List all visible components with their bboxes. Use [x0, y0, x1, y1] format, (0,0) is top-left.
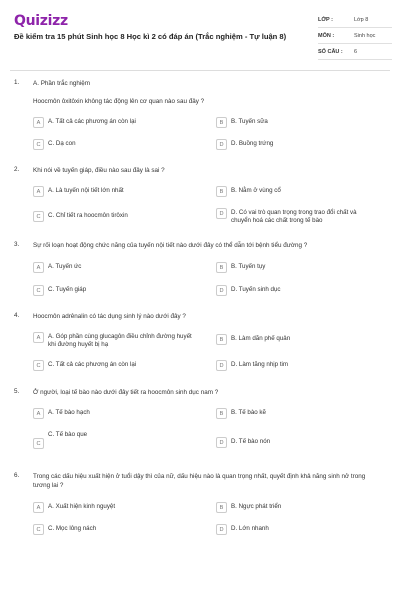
option-text: A. Tất cả các phương án còn lại — [48, 118, 136, 125]
option-text: C. Tế bào que — [48, 431, 88, 438]
option-b[interactable] — [216, 502, 376, 513]
option-d[interactable] — [216, 360, 376, 371]
meta-row-count — [318, 44, 392, 60]
option-letter-box: A — [33, 117, 44, 128]
option-a[interactable] — [33, 502, 193, 513]
option-letter-box: C — [33, 360, 44, 371]
option-b[interactable] — [216, 334, 376, 345]
meta-value: Sinh học — [354, 32, 376, 39]
question-text: Sự rối loạn hoạt động chức năng của tuyến nội tiết nào dưới đây có thể dẫn tới bệnh tiểu đường ? — [33, 242, 308, 249]
option-text: A. Xuất hiện kinh nguyệt — [48, 503, 116, 510]
section-label: A. Phần trắc nghiệm — [33, 80, 91, 87]
question-number: 4. — [14, 312, 20, 319]
meta-label: MÔN : — [318, 32, 335, 39]
option-d[interactable] — [216, 208, 376, 225]
question-text: Ở người, loại tế bào nào dưới đây tiết ra hoocmôn sinh dục nam ? — [33, 389, 219, 396]
meta-label: SỐ CÂU : — [318, 48, 343, 55]
option-text: B. Tuyến sữa — [231, 118, 268, 125]
option-text: A. Tuyến ức — [48, 263, 82, 270]
option-text: B. Làm dãn phế quản — [231, 335, 291, 342]
question-text: Hoocmôn ôxitôxin không tác động lên cơ quan nào sau đây ? — [33, 98, 205, 105]
meta-label: LỚP : — [318, 16, 333, 23]
question-number: 2. — [14, 166, 20, 173]
option-letter-box: C — [33, 285, 44, 296]
option-letter-box: C — [33, 438, 44, 449]
option-d[interactable] — [216, 139, 376, 150]
option-letter-box: B — [216, 117, 227, 128]
option-text: C. Tất cả các phương án còn lại — [48, 361, 137, 368]
option-letter-box: D — [216, 437, 227, 448]
option-text: B. Tuyến tụy — [231, 263, 266, 270]
question-number: 3. — [14, 241, 20, 248]
option-c[interactable] — [33, 139, 193, 150]
option-b[interactable] — [216, 262, 376, 273]
option-letter-box: C — [33, 211, 44, 222]
option-text: A. Tế bào hạch — [48, 409, 90, 416]
option-a[interactable] — [33, 332, 193, 349]
option-text: C. Tuyến giáp — [48, 286, 87, 293]
meta-row-class — [318, 12, 392, 28]
question-number: 6. — [14, 472, 20, 479]
option-d[interactable] — [216, 285, 376, 296]
meta-row-subject — [318, 28, 392, 44]
option-letter-box: D — [216, 524, 227, 535]
option-letter-box: A — [33, 502, 44, 513]
option-c[interactable] — [33, 211, 193, 222]
option-a[interactable] — [33, 117, 193, 128]
option-letter-box: A — [33, 332, 44, 343]
option-text: D. Tế bào nón — [231, 438, 271, 445]
option-text: A. Là tuyến nội tiết lớn nhất — [48, 187, 124, 194]
question-text: Khi nói về tuyến giáp, điều nào sau đây là sai ? — [33, 167, 165, 174]
option-text: C. Chỉ tiết ra hoocmôn tirôxin — [48, 212, 128, 219]
option-letter-box: A — [33, 262, 44, 273]
option-text: A. Góp phần cùng glucagôn điều chỉnh đường huyết khi đường huyết bị hạ — [48, 333, 192, 348]
option-d[interactable] — [216, 437, 376, 448]
option-b[interactable] — [216, 408, 376, 419]
option-text: D. Có vai trò quan trọng trong trao đổi chất và chuyển hoá các chất trong tế bào — [231, 209, 357, 224]
option-a[interactable] — [33, 262, 193, 273]
option-text: D. Làm tăng nhịp tim — [231, 361, 289, 368]
option-letter-box: B — [216, 502, 227, 513]
option-text: C. Mọc lông nách — [48, 525, 97, 532]
question-number: 5. — [14, 388, 20, 395]
option-c[interactable] — [33, 430, 193, 449]
option-text: B. Nằm ở vùng cổ — [231, 187, 281, 194]
worksheet-header — [0, 0, 400, 70]
option-d[interactable] — [216, 524, 376, 535]
option-letter-box: D — [216, 285, 227, 296]
option-a[interactable] — [33, 408, 193, 419]
meta-value: Lớp 8 — [354, 16, 369, 23]
option-letter-box: A — [33, 408, 44, 419]
option-a[interactable] — [33, 186, 193, 197]
option-letter-box: D — [216, 139, 227, 150]
option-text: B. Tế bào kẽ — [231, 409, 266, 416]
option-c[interactable] — [33, 524, 193, 535]
option-text: B. Ngực phát triển — [231, 503, 282, 510]
option-c[interactable] — [33, 360, 193, 371]
quizizz-logo: Quizizz — [14, 13, 68, 29]
option-letter-box: A — [33, 186, 44, 197]
worksheet-meta — [318, 12, 392, 60]
option-text: C. Dạ con — [48, 140, 76, 147]
option-text: D. Tuyến sinh dục — [231, 286, 281, 293]
header-divider — [10, 70, 390, 71]
option-letter-box: B — [216, 334, 227, 345]
option-text: D. Buồng trứng — [231, 140, 274, 147]
question-text: Trong các dấu hiệu xuất hiện ở tuổi dậy thì của nữ, dấu hiệu nào là quan trọng nhất, quyết định khả năng sinh nở trong tương lai ? — [33, 473, 366, 489]
worksheet-title: Đề kiểm tra 15 phút Sinh học 8 Học kì 2 có đáp án (Trắc nghiệm - Tự luận 8) — [14, 32, 287, 41]
option-letter-box: C — [33, 524, 44, 535]
option-letter-box: C — [33, 139, 44, 150]
option-letter-box: B — [216, 262, 227, 273]
option-text: D. Lớn nhanh — [231, 525, 269, 532]
option-letter-box: B — [216, 408, 227, 419]
option-letter-box: B — [216, 186, 227, 197]
option-b[interactable] — [216, 117, 376, 128]
question-number: 1. — [14, 79, 20, 86]
question-text: Hoocmôn adrênalin có tác dụng sinh lý nào dưới đây ? — [33, 313, 186, 320]
option-c[interactable] — [33, 285, 193, 296]
option-letter-box: D — [216, 208, 227, 219]
option-b[interactable] — [216, 186, 376, 197]
option-letter-box: D — [216, 360, 227, 371]
meta-value: 6 — [354, 48, 358, 55]
